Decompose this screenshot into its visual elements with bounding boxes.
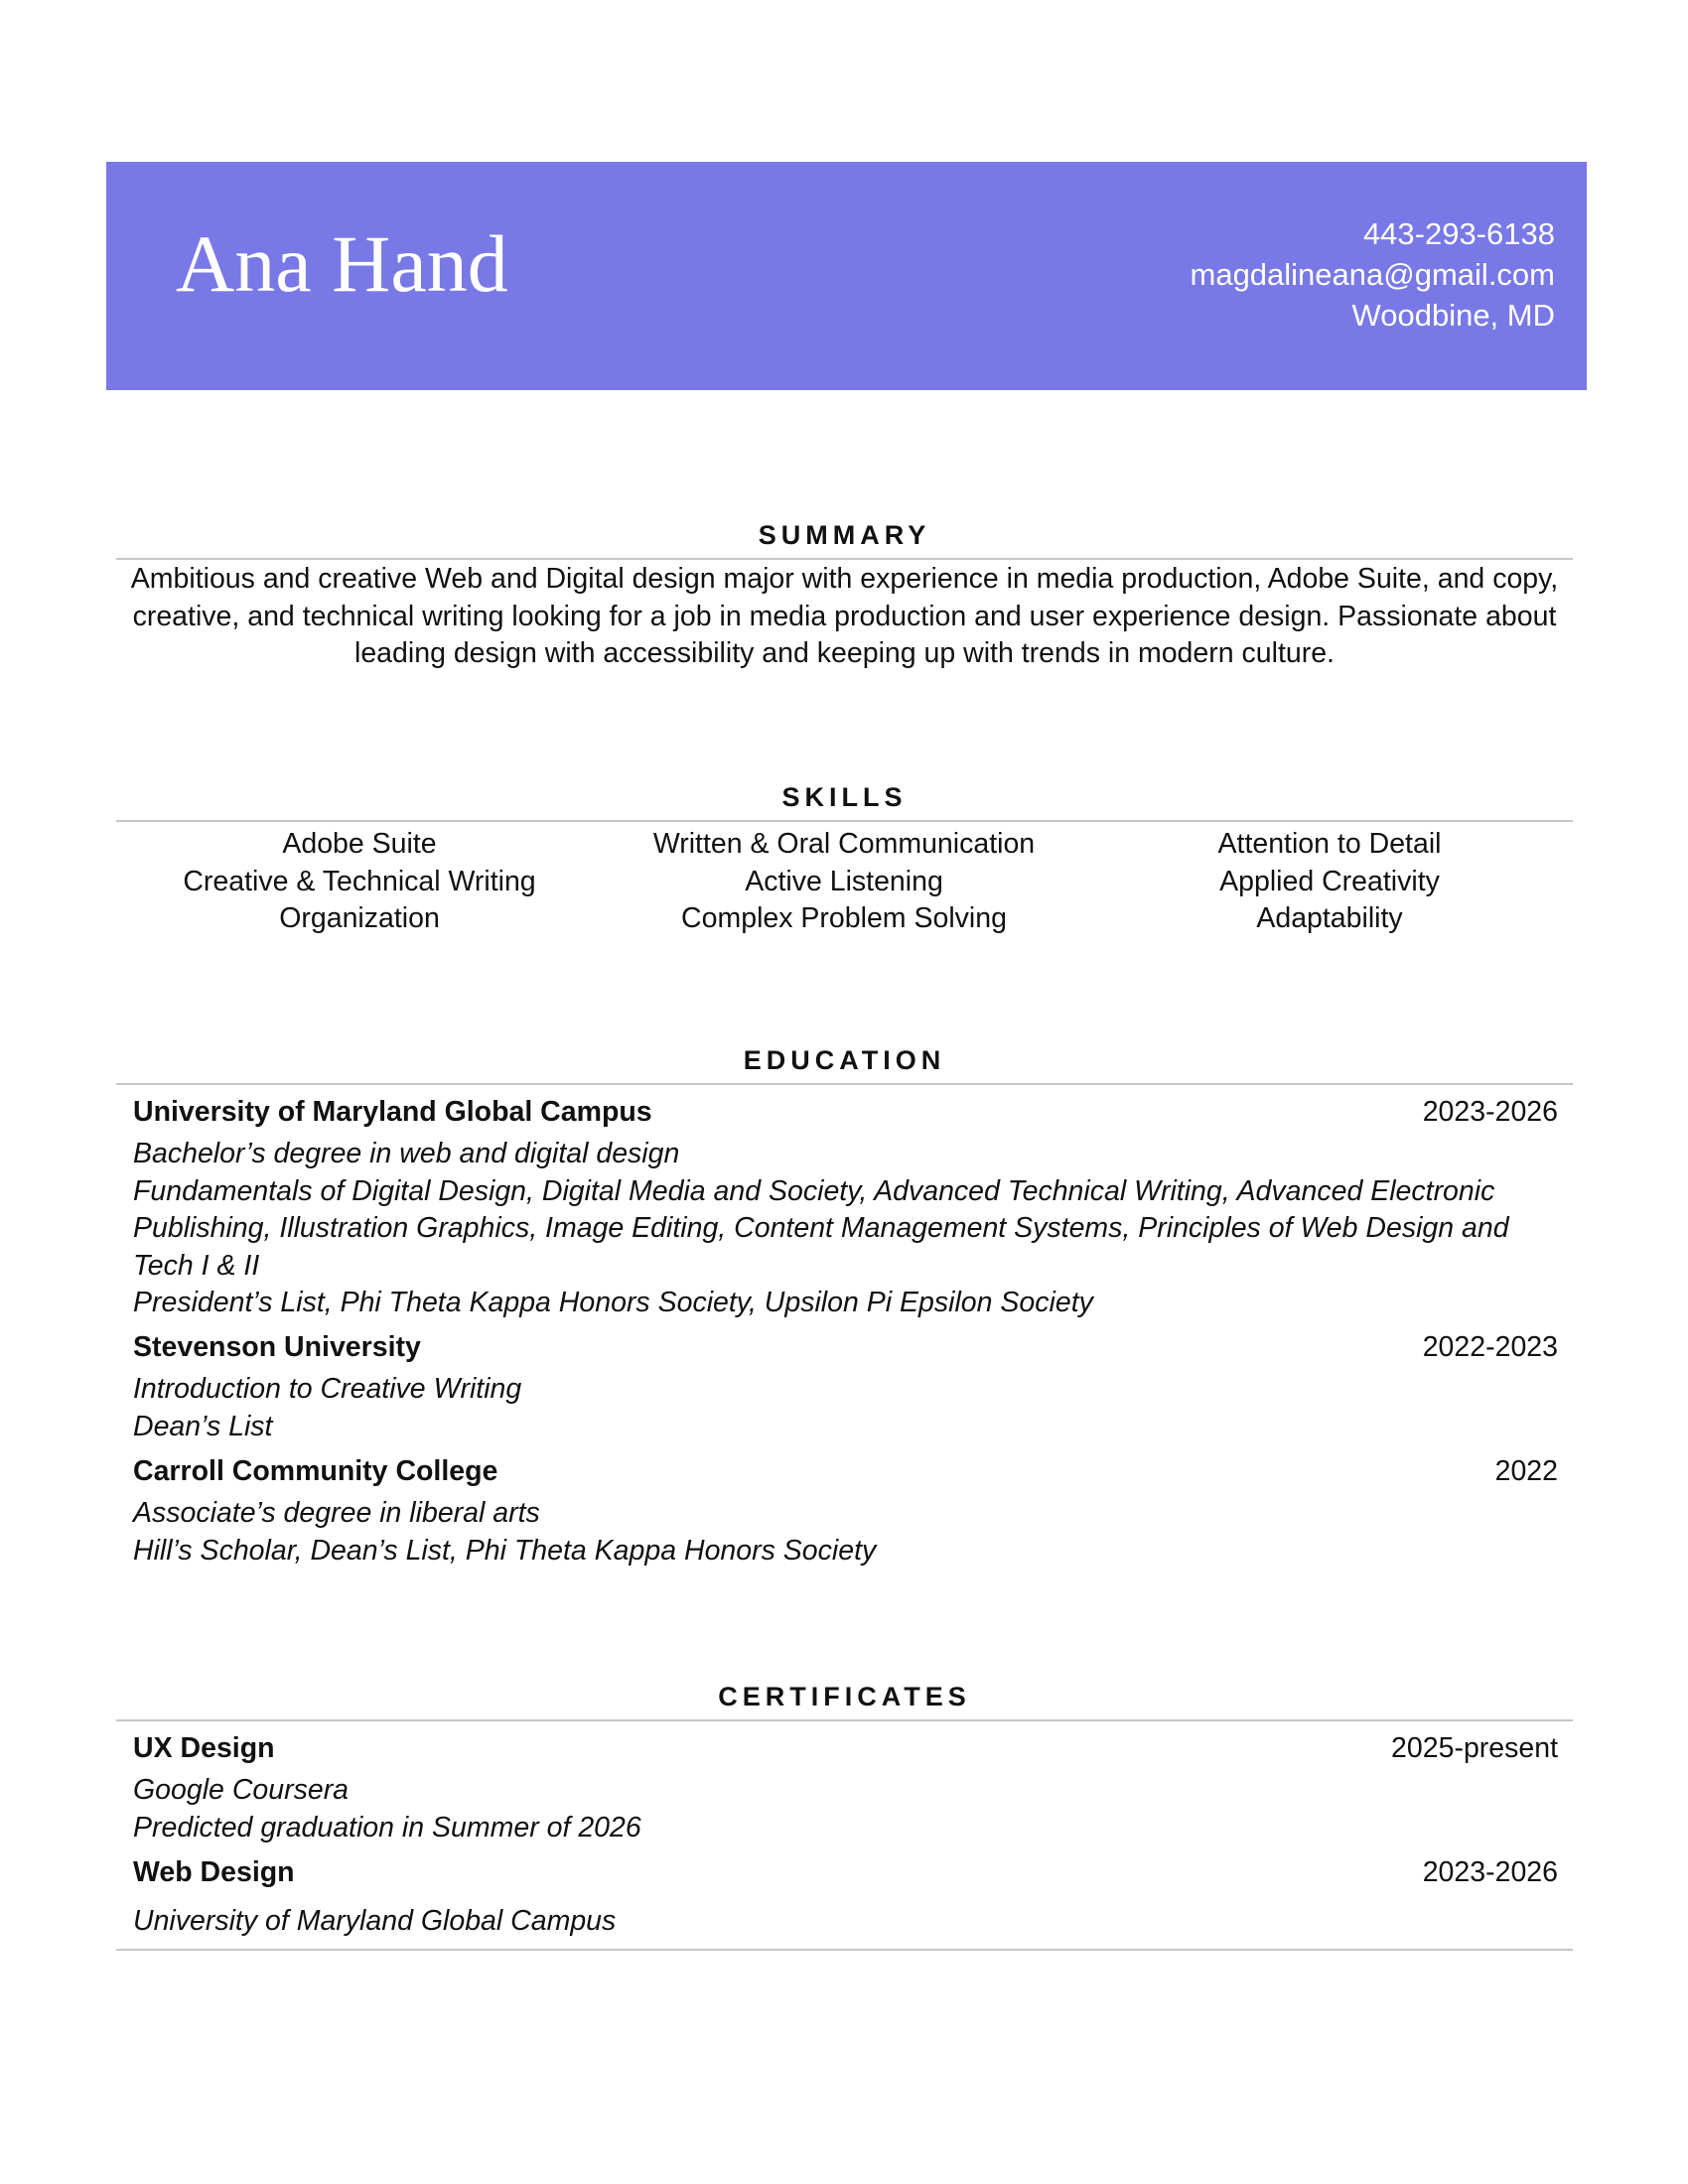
- resume-header: [106, 162, 1587, 390]
- skills-column-2: [601, 826, 1087, 938]
- education-details: [133, 1136, 1563, 1322]
- education-school: Carroll Community College: [133, 1455, 498, 1487]
- phone-number[interactable]: 443-293-6138: [1362, 216, 1555, 251]
- email-address[interactable]: magdalineana@gmail.com: [1190, 257, 1555, 292]
- education-detail-line: President’s List, Phi Theta Kappa Honors Society, Upsilon Pi Epsilon Society: [133, 1287, 1093, 1318]
- certificate-detail-line: Google Coursera: [133, 1774, 350, 1806]
- certificates-divider: [116, 1719, 1573, 1721]
- education-school: University of Maryland Global Campus: [133, 1096, 652, 1128]
- summary-divider: [116, 558, 1573, 560]
- certificates-heading: CERTIFICATES: [718, 1682, 971, 1711]
- certificate-details: [133, 1903, 1563, 1941]
- skills-column-3: [1086, 826, 1573, 938]
- education-school: Stevenson University: [133, 1331, 421, 1363]
- certificate-detail-line: University of Maryland Global Campus: [133, 1905, 617, 1937]
- skill-item: Attention to Detail: [1217, 828, 1442, 860]
- summary-text: Ambitious and creative Web and Digital design major with experience in media production, Adobe Suite, and copy, creative, and technical writing looking for a job in media production and user experience design. Passionate about leading design with accessibility and keeping up with trends in modern culture.: [130, 563, 1559, 669]
- skill-item: Organization: [279, 902, 440, 934]
- education-dates: 2022: [1494, 1455, 1558, 1487]
- location: Woodbine, MD: [1351, 298, 1555, 333]
- education-detail-line: Introduction to Creative Writing: [133, 1373, 522, 1405]
- skill-item: Active Listening: [745, 865, 943, 897]
- bottom-divider: [116, 1949, 1573, 1951]
- education-dates: 2022-2023: [1422, 1331, 1558, 1363]
- summary-heading: SUMMARY: [758, 520, 931, 550]
- education-divider: [116, 1083, 1573, 1085]
- skills-column-1: [116, 826, 603, 938]
- skill-item: Adobe Suite: [282, 828, 437, 860]
- skill-item: Creative & Technical Writing: [183, 865, 536, 897]
- skills-divider: [116, 820, 1573, 822]
- education-details: [133, 1371, 1563, 1445]
- education-detail-line: Hill’s Scholar, Dean’s List, Phi Theta Kappa Honors Society: [133, 1534, 877, 1567]
- education-dates: 2023-2026: [1422, 1096, 1558, 1128]
- skill-item: Complex Problem Solving: [681, 902, 1007, 934]
- contact-info: [1191, 213, 1556, 336]
- certificate-name: Web Design: [133, 1856, 295, 1888]
- certificate-detail-line: Predicted graduation in Summer of 2026: [133, 1811, 641, 1843]
- certificate-dates: 2025-present: [1391, 1732, 1558, 1764]
- skills-heading: SKILLS: [781, 782, 908, 812]
- education-detail-line: Fundamentals of Digital Design, Digital Media and Society, Advanced Technical Writing, Advanced Electronic Publishing, Illustration Graphics, Image Editing, Content Management Systems, Principles of Web Design and Tech I & II: [133, 1174, 1509, 1282]
- skill-item: Written & Oral Communication: [652, 828, 1036, 860]
- education-detail-line: Dean’s List: [133, 1410, 273, 1442]
- applicant-name: Ana Hand: [176, 218, 508, 309]
- education-detail-line: Bachelor’s degree in web and digital design: [133, 1138, 680, 1169]
- skill-item: Applied Creativity: [1219, 865, 1440, 897]
- education-heading: EDUCATION: [743, 1045, 946, 1075]
- skill-item: Adaptability: [1256, 902, 1403, 934]
- education-details: [133, 1495, 1563, 1570]
- education-detail-line: Associate’s degree in liberal arts: [133, 1497, 540, 1529]
- certificate-details: [133, 1772, 1563, 1846]
- certificate-name: UX Design: [133, 1732, 275, 1764]
- certificate-dates: 2023-2026: [1422, 1856, 1558, 1888]
